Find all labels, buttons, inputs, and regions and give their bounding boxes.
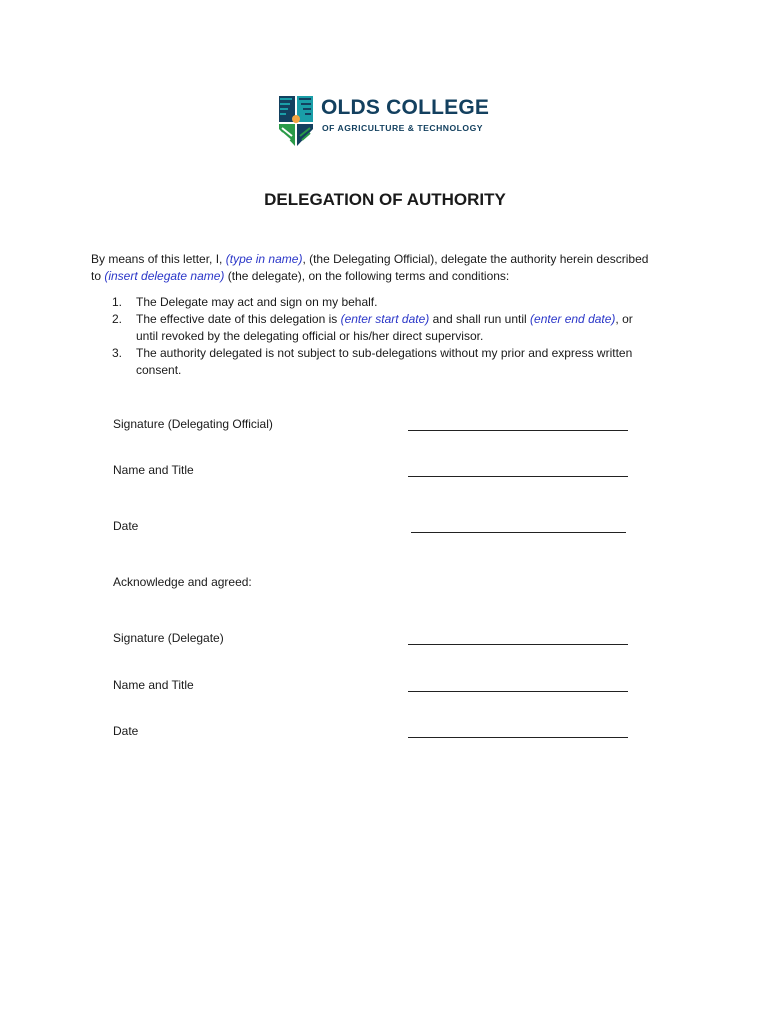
term-text: , or bbox=[615, 312, 633, 326]
college-name: OLDS COLLEGE bbox=[321, 96, 490, 119]
acknowledge-heading: Acknowledge and agreed: bbox=[113, 575, 252, 589]
delegate-date-line[interactable] bbox=[408, 737, 628, 738]
signature-row-delegate bbox=[113, 631, 633, 649]
term-text: The authority delegated is not subject to sub-delegations without my prior and express written bbox=[136, 346, 633, 360]
term-number: 3. bbox=[112, 346, 123, 360]
terms-list bbox=[91, 294, 691, 379]
signature-label: Signature (Delegating Official) bbox=[113, 417, 273, 431]
delegate-name-title-line[interactable] bbox=[408, 691, 628, 692]
delegate-name-title-label: Name and Title bbox=[113, 678, 194, 692]
term-text: consent. bbox=[136, 363, 182, 377]
date-line[interactable] bbox=[411, 532, 626, 533]
term-text: The effective date of this delegation is bbox=[136, 312, 341, 326]
term-text: and shall run until bbox=[429, 312, 531, 326]
name-title-label: Name and Title bbox=[113, 463, 194, 477]
term-text: until revoked by the delegating official or his/her direct supervisor. bbox=[136, 329, 484, 343]
start-date-placeholder[interactable]: (enter start date) bbox=[340, 312, 430, 326]
college-subtitle: OF AGRICULTURE & TECHNOLOGY bbox=[322, 123, 484, 133]
intro-text: By means of this letter, I, bbox=[91, 252, 226, 266]
date-label: Date bbox=[113, 519, 139, 533]
term-item bbox=[91, 345, 691, 379]
term-number: 2. bbox=[112, 312, 123, 326]
end-date-placeholder[interactable]: (enter end date) bbox=[530, 312, 616, 326]
delegate-signature-label: Signature (Delegate) bbox=[113, 631, 224, 645]
intro-text: to bbox=[91, 269, 105, 283]
intro-text: , (the Delegating Official), delegate the authority herein described bbox=[302, 252, 649, 266]
delegate-name-placeholder[interactable]: (insert delegate name) bbox=[104, 269, 225, 283]
signature-line[interactable] bbox=[408, 430, 628, 431]
date-row bbox=[113, 519, 633, 537]
term-item bbox=[91, 294, 691, 311]
name-title-line[interactable] bbox=[408, 476, 628, 477]
delegate-name-title-row bbox=[113, 678, 633, 696]
college-logo bbox=[278, 95, 498, 150]
document-title: DELEGATION OF AUTHORITY bbox=[264, 190, 506, 209]
term-number: 1. bbox=[112, 295, 123, 309]
term-text: The Delegate may act and sign on my behalf. bbox=[136, 295, 378, 309]
name-placeholder[interactable]: (type in name) bbox=[225, 252, 303, 266]
delegate-date-row bbox=[113, 724, 633, 742]
delegate-date-label: Date bbox=[113, 724, 139, 738]
intro-text: (the delegate), on the following terms and conditions: bbox=[224, 269, 510, 283]
college-shield-icon bbox=[278, 95, 314, 149]
delegate-signature-line[interactable] bbox=[408, 644, 628, 645]
term-item bbox=[91, 311, 691, 345]
signature-row-delegating-official bbox=[113, 417, 633, 435]
intro-paragraph bbox=[91, 251, 691, 285]
name-title-row bbox=[113, 463, 633, 481]
